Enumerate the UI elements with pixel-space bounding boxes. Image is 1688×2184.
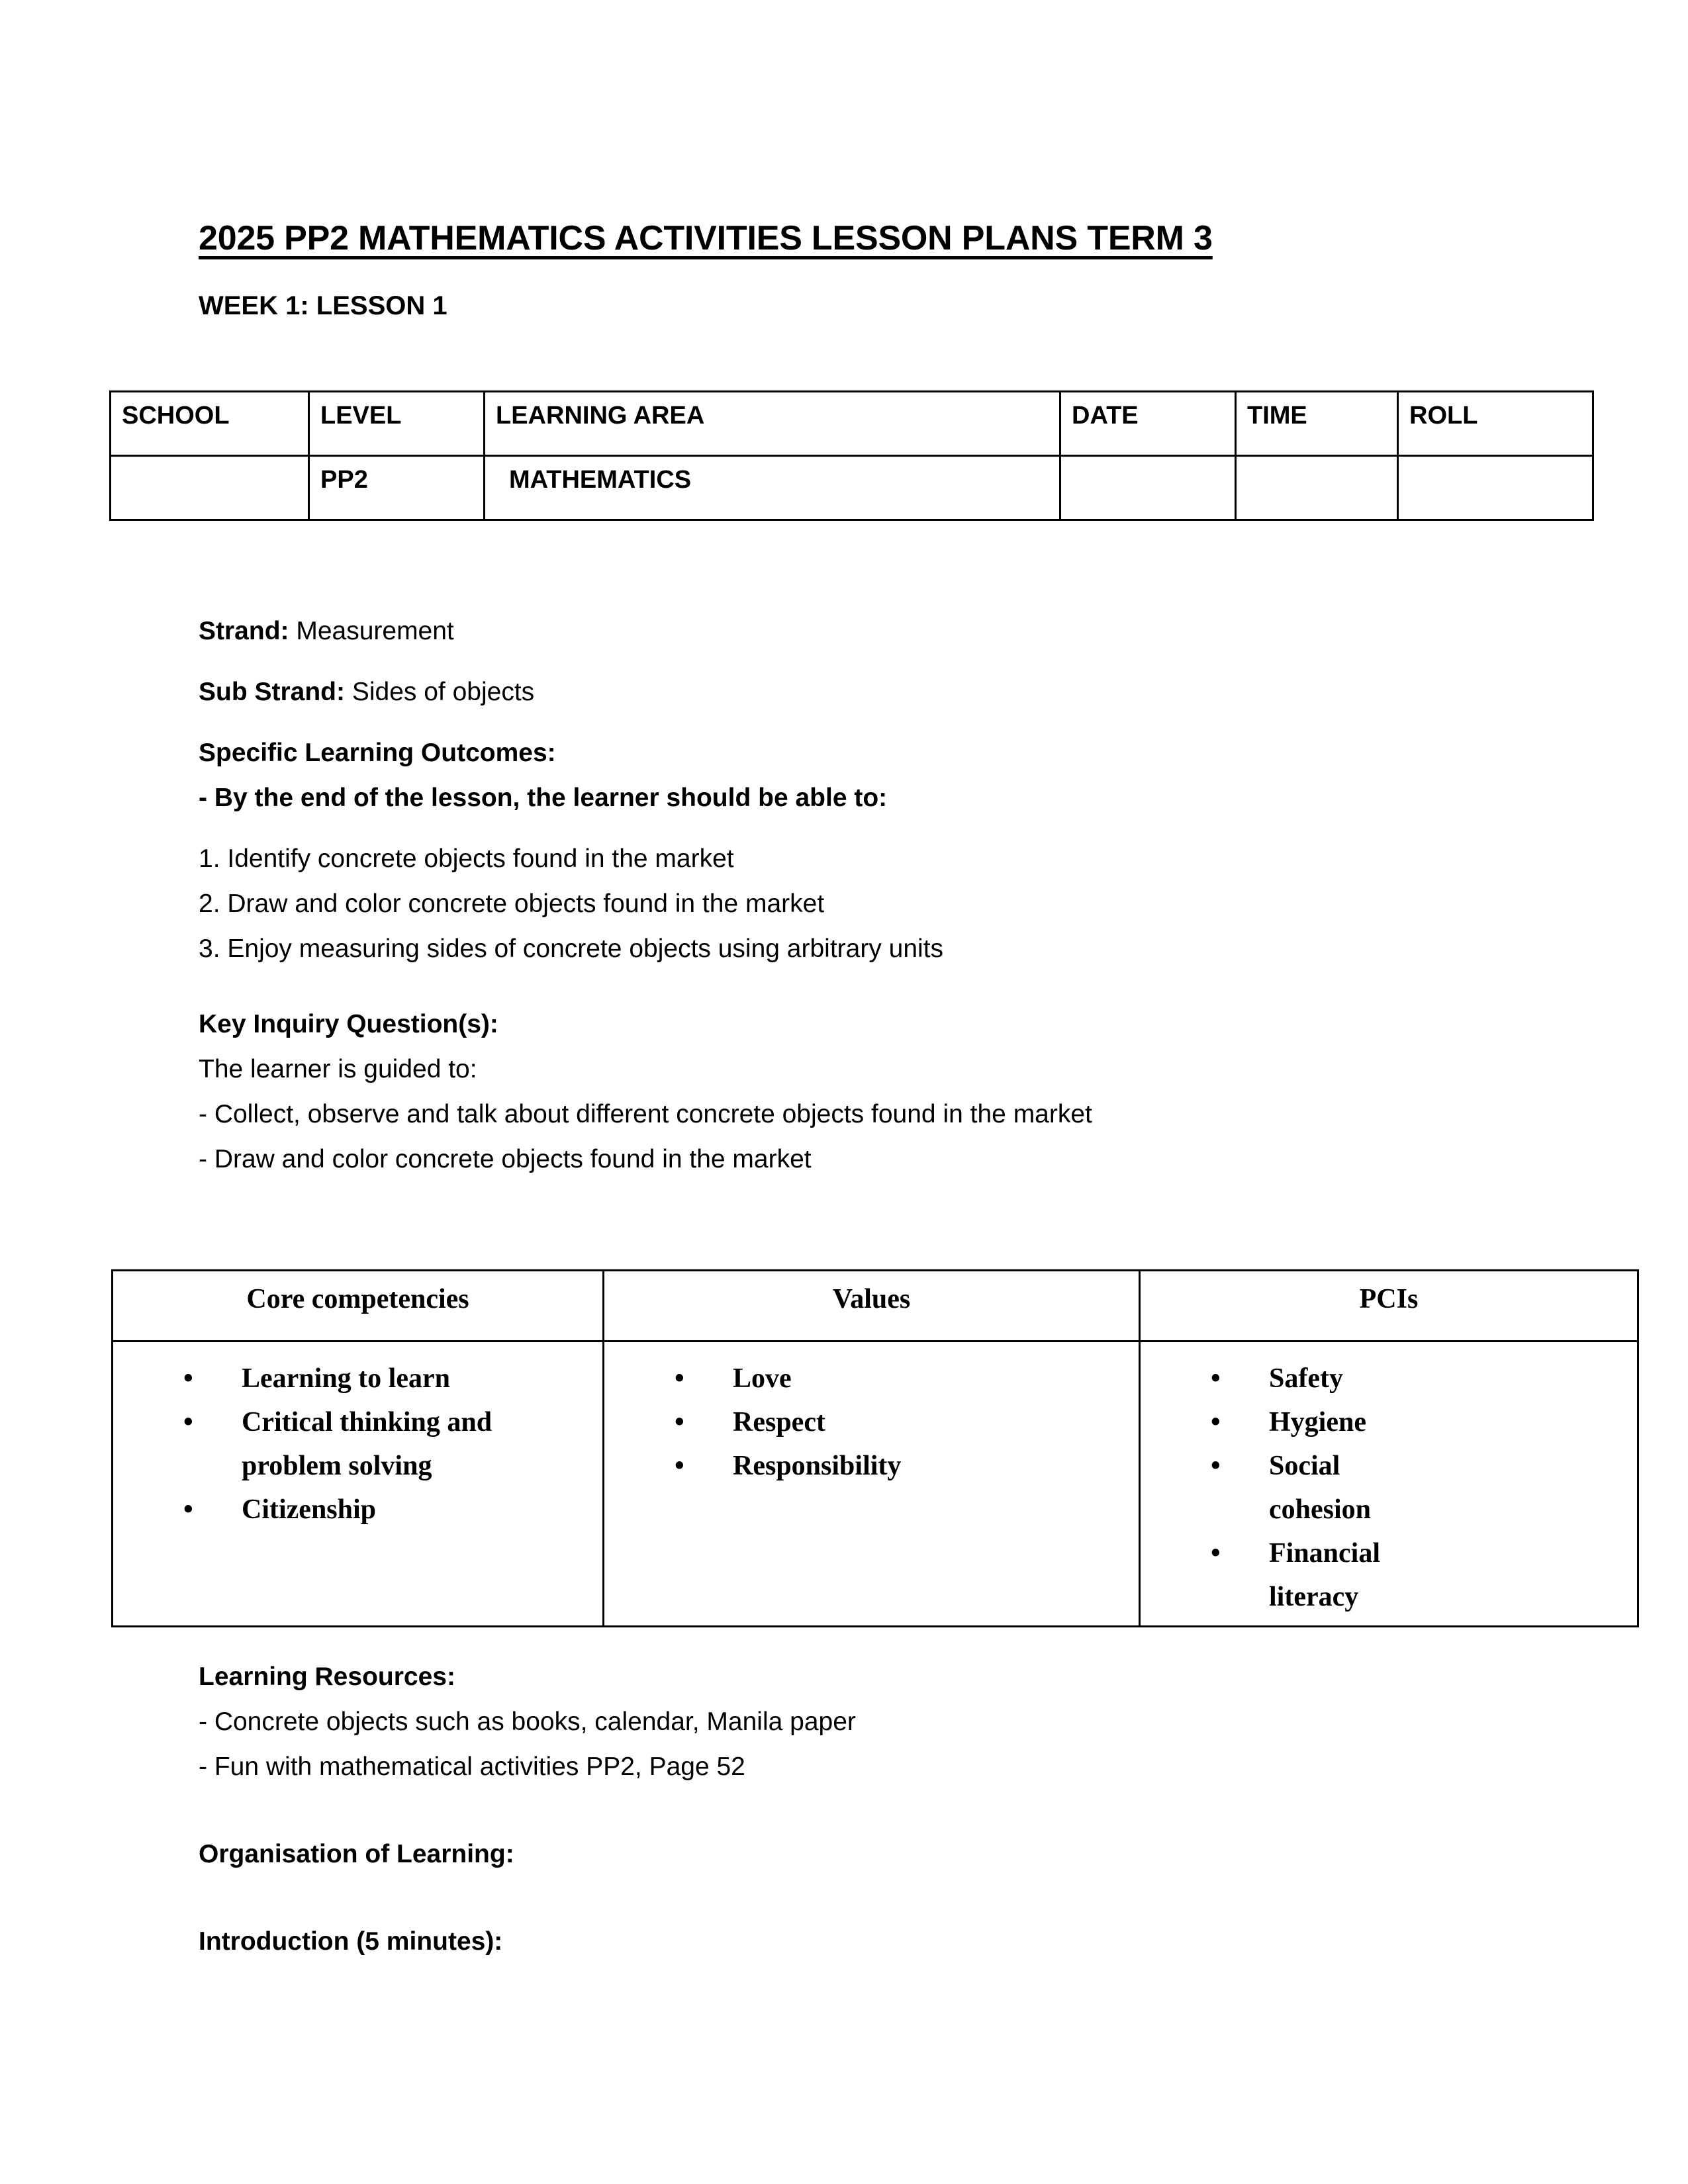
header-cell-roll: ROLL [1398,392,1593,456]
core-competencies-list [120,1357,596,1531]
page-title: 2025 PP2 MATHEMATICS ACTIVITIES LESSON PLANS TERM 3 [199,218,1213,257]
bullet-icon: • [675,1451,684,1481]
header-cell-pcis: PCIs [1140,1271,1638,1342]
sub-strand-line [199,670,1523,715]
header-cell-date: DATE [1060,392,1236,456]
list-item-label: Social [1269,1451,1340,1481]
lesson-details [199,609,1523,1182]
bullet-icon: • [675,1363,684,1394]
bullet-icon: • [1211,1363,1221,1394]
specific-learning-outcomes-subheading: - By the end of the lesson, the learner should be able to: [199,784,888,812]
sub-strand-label: Sub Strand: [199,678,345,706]
table-row [111,456,1593,520]
list-item [183,1488,596,1531]
list-item-label-cont: literacy [1269,1582,1359,1612]
cell-pcis [1140,1342,1638,1627]
list-item [1211,1444,1630,1531]
bullet-icon: • [183,1407,193,1437]
value-cell-learning-area[interactable]: MATHEMATICS [485,456,1060,520]
list-item [675,1400,1132,1444]
bullet-icon: • [1211,1451,1221,1481]
organisation-of-learning-heading: Organisation of Learning: [199,1840,514,1868]
week-lesson-heading: WEEK 1: LESSON 1 [199,291,447,320]
header-cell-core-competencies: Core competencies [113,1271,604,1342]
resource-item: - Fun with mathematical activities PP2, Page 52 [199,1752,745,1781]
header-cell-level: LEVEL [309,392,485,456]
list-item [675,1444,1132,1488]
introduction-heading: Introduction (5 minutes): [199,1927,503,1956]
header-cell-values: Values [604,1271,1140,1342]
lesson-info-table [109,390,1594,521]
header-cell-school: SCHOOL [111,392,309,456]
pcis-list [1147,1357,1630,1619]
list-item-label-cont: problem solving [242,1451,432,1481]
list-item [675,1357,1132,1400]
list-item-label: Love [733,1363,792,1394]
list-item [1211,1357,1630,1400]
key-inquiry-question-heading: Key Inquiry Question(s): [199,1010,498,1038]
table-row [113,1342,1638,1627]
key-inquiry-item: - Collect, observe and talk about different concrete objects found in the market [199,1100,1092,1128]
header-cell-time: TIME [1236,392,1398,456]
list-item [1211,1400,1630,1444]
table-row [111,392,1593,456]
resources-and-organisation [199,1655,1523,1964]
bullet-icon: • [183,1494,193,1525]
list-item [1211,1531,1630,1619]
key-inquiry-item: - Draw and color concrete objects found in the market [199,1145,812,1173]
strand-label: Strand: [199,617,289,645]
specific-learning-outcomes-heading: Specific Learning Outcomes: [199,739,556,767]
bullet-icon: • [1211,1538,1221,1569]
outcome-item: 2. Draw and color concrete objects found in the market [199,889,825,918]
competencies-values-pcis-table [111,1269,1639,1627]
sub-strand-value: Sides of objects [345,678,535,706]
list-item [183,1400,596,1488]
list-item-label: Hygiene [1269,1407,1366,1437]
list-item-label: Financial [1269,1538,1381,1569]
outcome-item: 3. Enjoy measuring sides of concrete objects using arbitrary units [199,934,944,963]
list-item-label: Critical thinking and [242,1407,492,1437]
value-cell-level[interactable]: PP2 [309,456,485,520]
list-item-label: Citizenship [242,1494,377,1525]
value-cell-roll[interactable] [1398,456,1593,520]
list-item-label: Respect [733,1407,825,1437]
learning-resources-heading: Learning Resources: [199,1662,455,1691]
value-cell-time[interactable] [1236,456,1398,520]
cell-core-competencies [113,1342,604,1627]
values-list [611,1357,1132,1488]
list-item [183,1357,596,1400]
bullet-icon: • [183,1363,193,1394]
strand-value: Measurement [289,617,454,645]
list-item-label: Learning to learn [242,1363,450,1394]
value-cell-date[interactable] [1060,456,1236,520]
list-item-label: Safety [1269,1363,1343,1394]
list-item-label: Responsibility [733,1451,902,1481]
table-header-row [113,1271,1638,1342]
strand-line [199,609,1523,654]
bullet-icon: • [675,1407,684,1437]
value-cell-school[interactable] [111,456,309,520]
resource-item: - Concrete objects such as books, calendar, Manila paper [199,1707,856,1736]
cell-values [604,1342,1140,1627]
header-cell-learning-area: LEARNING AREA [485,392,1060,456]
outcome-item: 1. Identify concrete objects found in the market [199,844,734,873]
list-item-label-cont: cohesion [1269,1494,1372,1525]
bullet-icon: • [1211,1407,1221,1437]
key-inquiry-intro: The learner is guided to: [199,1055,477,1083]
